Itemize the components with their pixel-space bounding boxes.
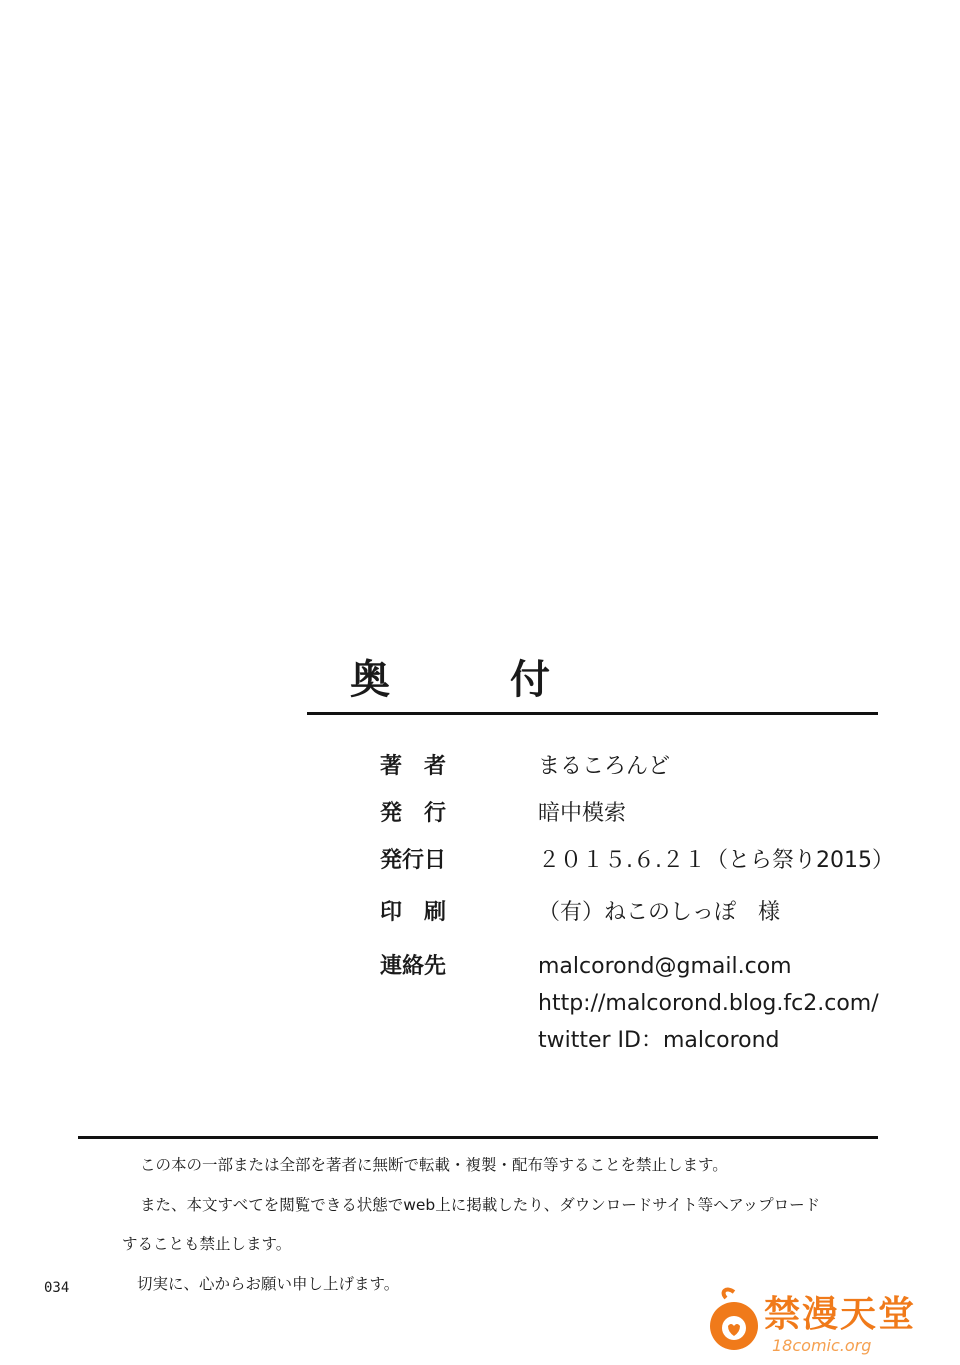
contact-blog: http://malcorond.blog.fc2.com/	[538, 991, 879, 1016]
date-value: ２０１５.６.２１（とら祭り2015）	[538, 848, 894, 873]
contact-label: 連絡先	[380, 954, 447, 979]
publisher-label: 発 行	[380, 801, 447, 826]
author-value: まるころんど	[538, 754, 671, 779]
watermark	[706, 1282, 936, 1362]
watermark-text: 禁漫天堂	[764, 1294, 917, 1335]
notice-divider	[78, 1136, 878, 1139]
watermark-mascot-icon	[706, 1286, 762, 1358]
title-divider	[307, 712, 878, 715]
printer-label: 印 刷	[380, 900, 447, 925]
colophon-title: 奥 付	[350, 657, 590, 703]
contact-email: malcorond@gmail.com	[538, 954, 792, 979]
watermark-subtext: 18comic.org	[772, 1336, 872, 1355]
notice-line-2: また、本文すべてを閲覧できる状態でweb上に掲載したり、ダウンロードサイト等へアップロード	[140, 1196, 821, 1214]
notice-line-3: することも禁止します。	[122, 1235, 292, 1253]
notice-line-4: 切実に、心からお願い申し上げます。	[137, 1275, 400, 1293]
author-label: 著 者	[380, 754, 447, 779]
page-number: 034	[44, 1280, 70, 1296]
publisher-value: 暗中模索	[538, 801, 627, 826]
printer-value: （有）ねこのしっぽ 様	[538, 900, 781, 925]
date-label: 発行日	[380, 848, 447, 873]
contact-twitter: twitter ID：malcorond	[538, 1028, 780, 1053]
notice-line-1: この本の一部または全部を著者に無断で転載・複製・配布等することを禁止します。	[140, 1156, 728, 1174]
